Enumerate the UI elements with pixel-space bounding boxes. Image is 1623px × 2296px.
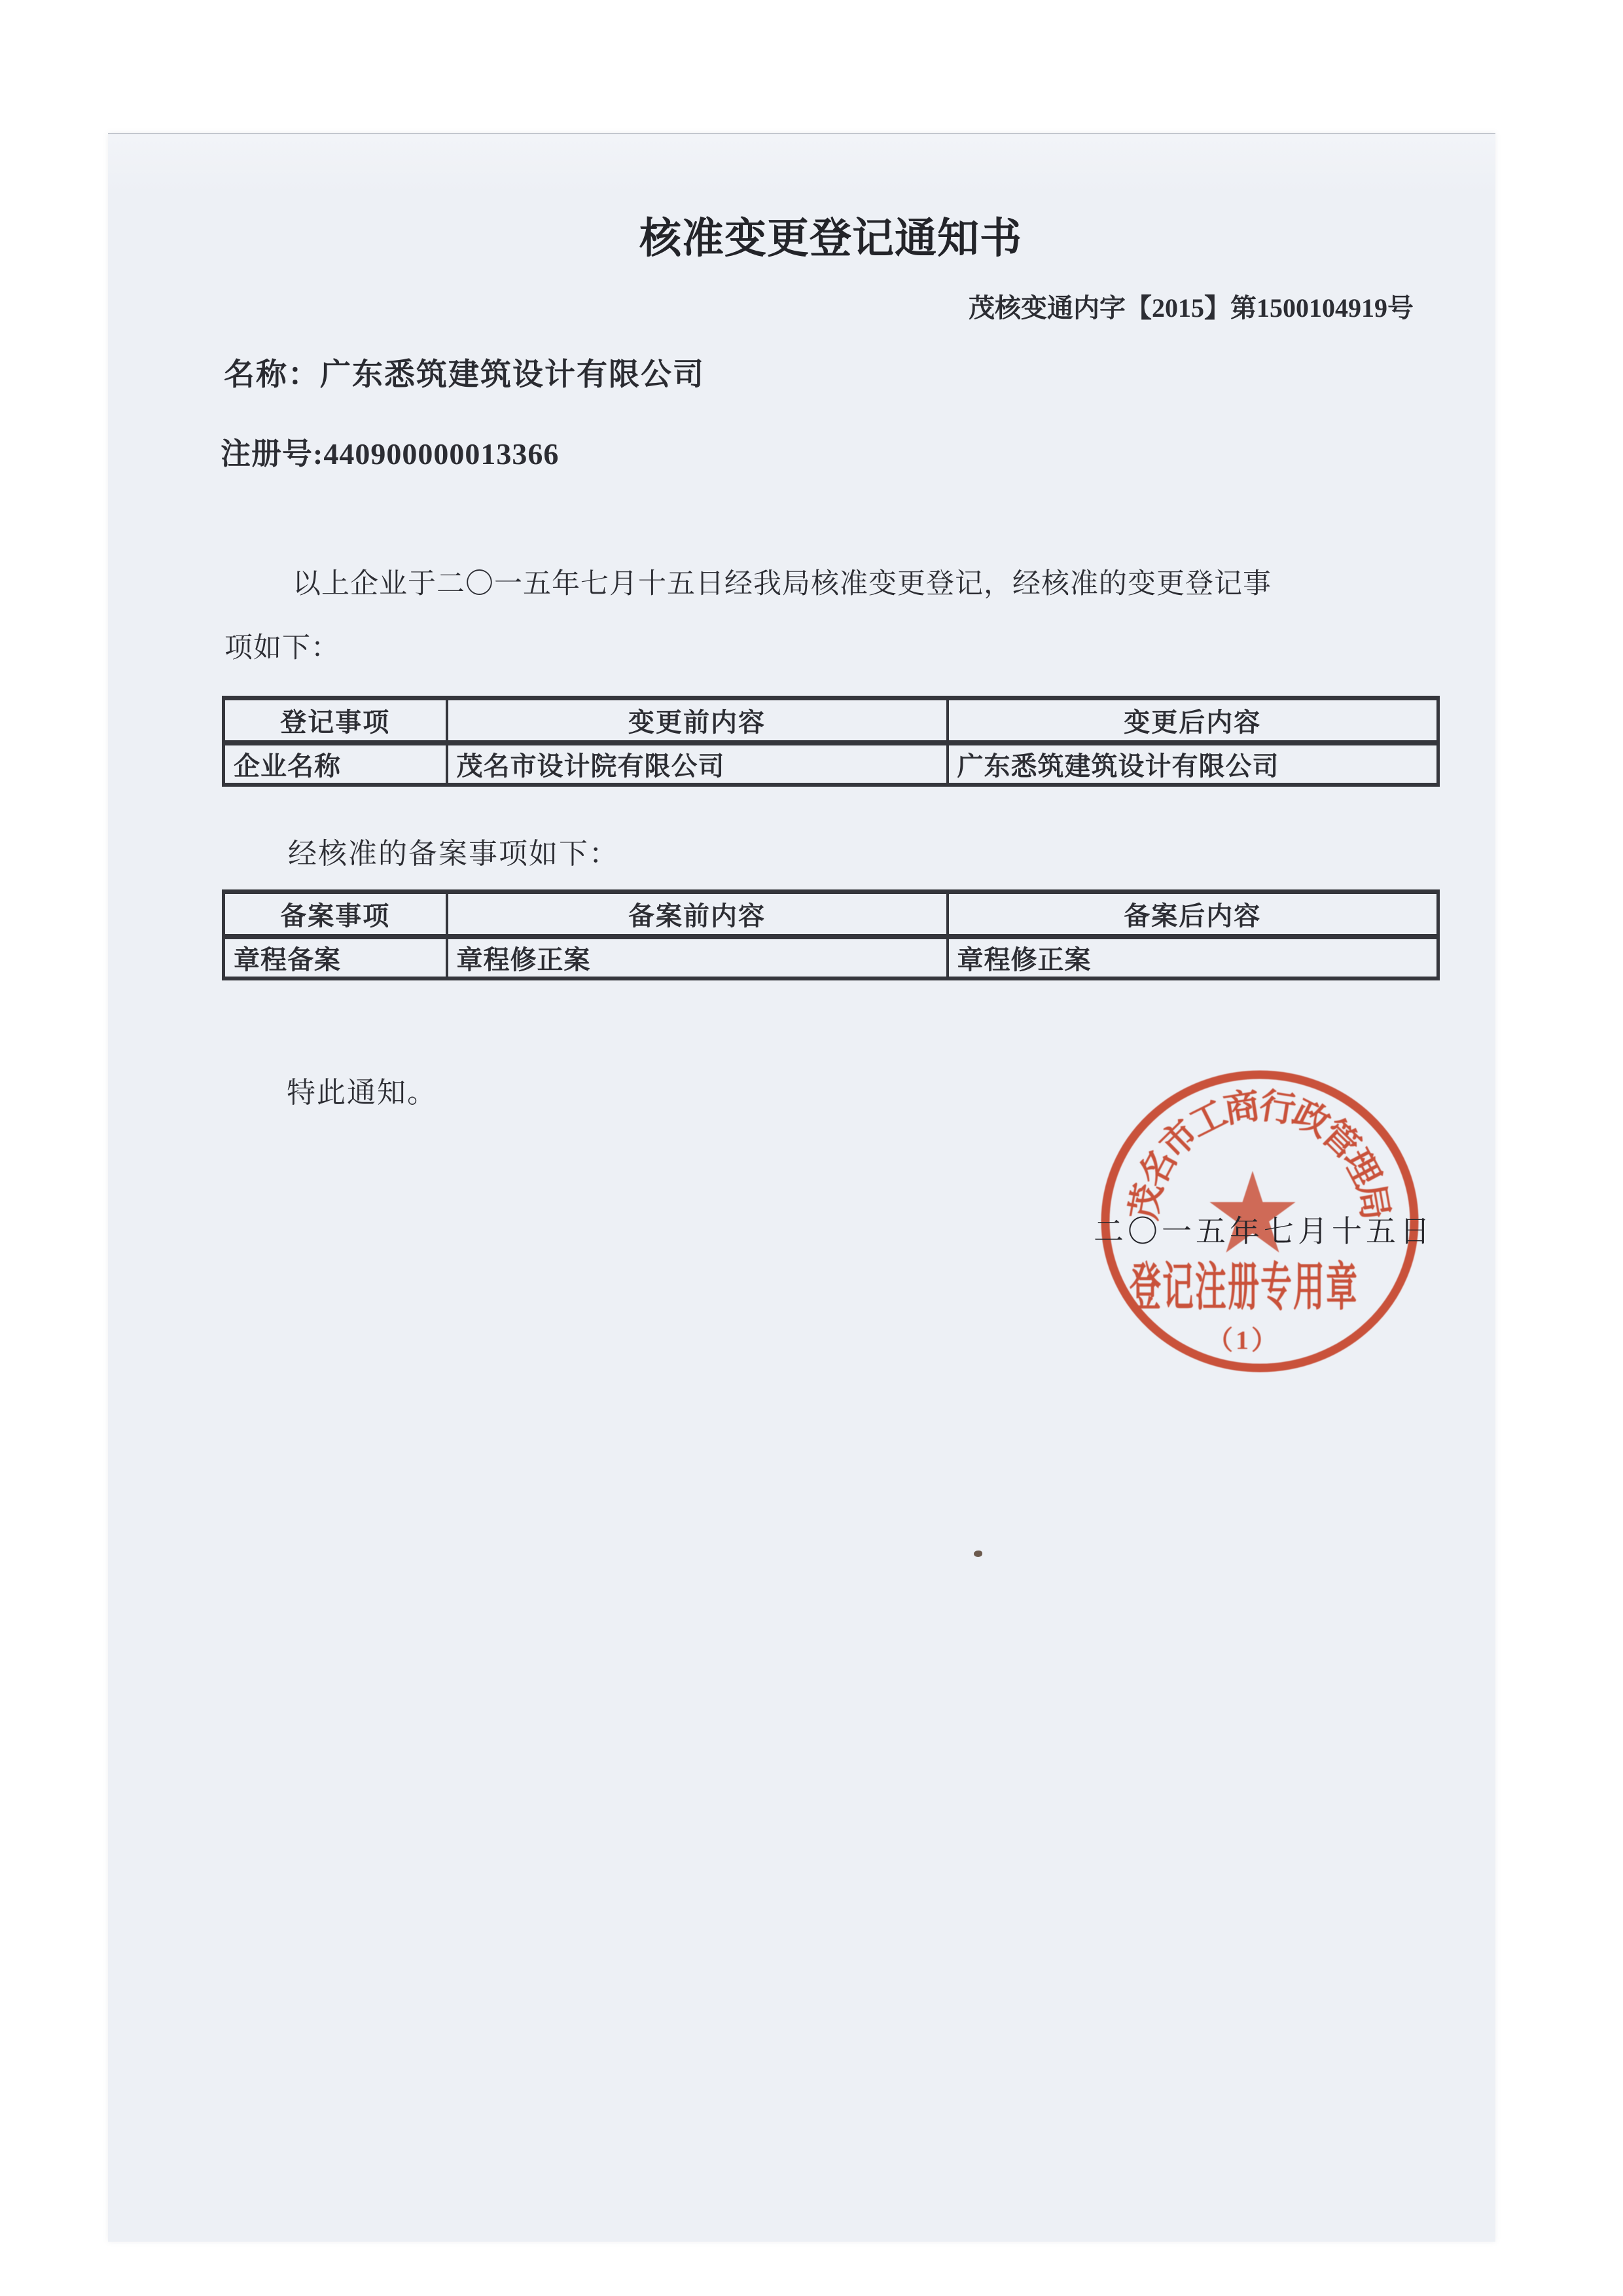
filing-table <box>222 889 1440 980</box>
cell-after: 章程修正案 <box>948 937 1438 978</box>
svg-text:商: 商 <box>1221 1085 1263 1130</box>
svg-text:局: 局 <box>1350 1180 1397 1223</box>
change-registration-table <box>222 696 1440 787</box>
table-header-row <box>224 892 1438 937</box>
header-cell-before: 变更前内容 <box>447 698 948 743</box>
svg-text:管: 管 <box>1313 1112 1368 1166</box>
intro-paragraph-line2: 项如下： <box>224 633 340 664</box>
company-name-line: 名称：广东悉筑建筑设计有限公司 <box>224 357 705 393</box>
seal-number: （1） <box>1207 1325 1280 1355</box>
cell-before: 章程修正案 <box>447 937 948 978</box>
header-cell-after: 备案后内容 <box>948 892 1438 937</box>
issue-date: 二〇一五年七月十五日 <box>1094 1215 1434 1248</box>
header-cell-before: 备案前内容 <box>447 892 948 937</box>
table-row <box>224 937 1438 978</box>
filing-intro-line: 经核准的备案事项如下： <box>288 838 619 870</box>
intro-paragraph-line1: 以上企业于二〇一五年七月十五日经我局核准变更登记，经核准的变更登记事 <box>293 569 1272 600</box>
header-cell-after: 变更后内容 <box>948 698 1438 743</box>
table-row <box>224 743 1438 785</box>
svg-text:名: 名 <box>1132 1142 1185 1194</box>
cell-item: 章程备案 <box>224 937 447 978</box>
ink-speck <box>974 1551 982 1557</box>
svg-text:政: 政 <box>1286 1092 1337 1145</box>
seal-subtitle: 登记注册专用章 <box>1130 1259 1359 1317</box>
svg-text:工: 工 <box>1183 1092 1234 1145</box>
svg-text:茂: 茂 <box>1123 1180 1169 1223</box>
header-cell-item: 登记事项 <box>224 698 447 743</box>
registration-number-line: 注册号:440900000013366 <box>221 437 560 471</box>
cell-item: 企业名称 <box>224 743 447 785</box>
svg-text:理: 理 <box>1335 1142 1388 1194</box>
reference-number: 茂核变通内字【2015】第1500104919号 <box>969 293 1414 323</box>
svg-text:市: 市 <box>1152 1112 1206 1166</box>
cell-before: 茂名市设计院有限公司 <box>447 743 948 785</box>
header-cell-item: 备案事项 <box>224 892 447 937</box>
table-header-row <box>224 698 1438 743</box>
cell-after: 广东悉筑建筑设计有限公司 <box>948 743 1438 785</box>
page-title: 核准变更登记通知书 <box>639 215 1022 263</box>
filing-table-header <box>224 892 1438 937</box>
change-table-header <box>224 698 1438 743</box>
notice-line: 特此通知。 <box>287 1077 437 1109</box>
document-paper <box>108 133 1495 2242</box>
svg-text:行: 行 <box>1257 1085 1299 1130</box>
